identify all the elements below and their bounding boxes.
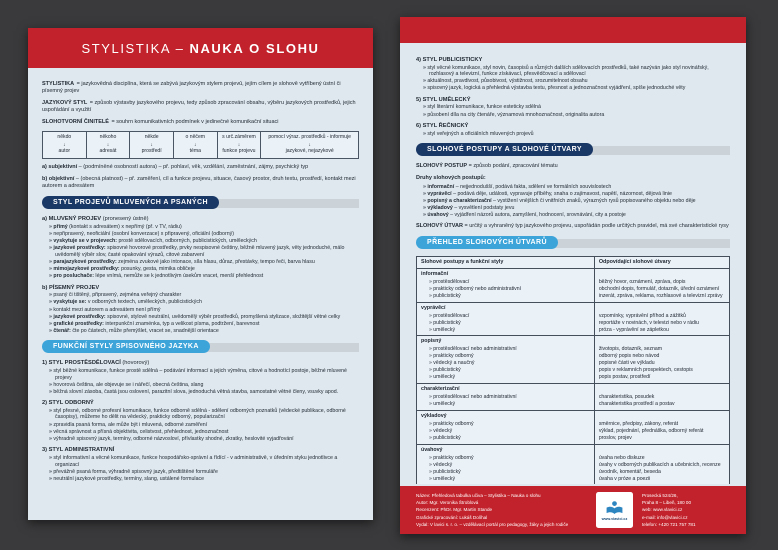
section-spoken-written [42,196,359,210]
table-cell-utvar: vzpomínky, vyprávění příhod a zážitků [598,312,686,319]
table-row [417,445,729,484]
factor-notes [42,164,359,190]
intro-definitions [42,81,359,126]
bullet-item: » působení díla na city čtenáře, významová mnohoznačnost, originalita autora [423,112,730,119]
page-2 [400,17,746,534]
publisher-info-line: Vydal: V lavici s. r. o. – vzdělávací portál pro pedagogy, žáky a jejich rodiče [416,522,569,528]
factor-answer: autor [58,148,71,155]
block-heading: 3) STYL ADMINISTRATIVNÍ [42,447,115,454]
table-cell-utvar: odborný popis nebo návod [598,353,660,360]
table-cell-style: » publicistický [429,320,590,327]
factor-question: o něčem [185,134,206,141]
bullet-item: » pro posluchače: lépe vnímá, nemůže se k jednotlivým úsekům vracet, menší přehlednost [49,273,359,280]
functional-style-blocks-continued [416,57,730,137]
factor-question: někoho [99,134,117,141]
bullet-item: » psaný či tištěný, připravený, zejména veřejný charakter [49,292,359,299]
bullet-item: » výkladový – vysvětlení podstaty jevu [423,205,730,212]
bullet-item: » čtenář: čte po částech, může přemýšlet, vracet se, snadnější orientace [49,328,359,335]
druhy-label: Druhy slohových postupů: [416,174,486,181]
down-arrow-icon: ↓ [150,141,153,148]
factor-note: a) subjektivní – (podmíněné osobností autora) – př. pohlaví, věk, vzdělání, zaměstnání, zájmy, psychický typ [42,164,309,171]
bullet-item: » styl literární komunikace, funkce esteticky sdělná [423,104,730,111]
table-cell-utvar: reportáže v novinách, v televizi nebo v rádiu [598,319,699,326]
table-cell-utvar: popis postav, prostředí [598,374,651,381]
bullet-item: » styl veřejných a oficiálních mluvených projevů [423,131,730,138]
bullet-item: » aktuálnost, pravdivost, působivost, výstižnost, srozumitelnost obsahu [423,78,730,85]
block-heading: 5) STYL UMĚLECKÝ [416,96,471,103]
down-arrow-icon: ↓ [308,141,311,148]
section-prehled-utvaru [416,236,730,250]
intro-definition: STYLISTIKA = jazykovědná disciplína, která se zabývá jazykovým stylem projevů, jejím cílem je slohově vytříbený ústní či písemný projev [42,81,341,95]
table-cell-utvar: popisné části ve výkladu [598,360,655,367]
bullet-item: » jazykové prostředky: spisovné, stylově neutrální, uvědomělý výběr prostředků, promyšlená stylizace, složitější větné celky [49,314,359,321]
table-cell-style: » prostěsdělovací nebo administrativní [429,346,590,353]
table-row [417,303,729,337]
functional-style-blocks [42,360,359,482]
page-title-bold: NAUKA O SLOHU [189,40,320,56]
content-block [42,285,359,335]
table-cell-style: » umělecký [429,401,590,408]
slohovy-utvar-definition: SLOHOVÝ ÚTVAR = určitý a vyhraněný typ jazykového projevu, uspořádán podle určitých pravidel, má své charakteristické rysy [416,222,729,229]
table-cell-style: » vědecký [429,462,590,469]
table-cell-style: » vědecký [429,428,590,435]
section-title-prehled-utvaru: PŘEHLED SLOHOVÝCH ÚTVARŮ [416,236,558,249]
factor-question: pomocí výraz. prostředků - informuje [268,134,351,141]
bullet-item: » styl informativní a věcné komunikace, funkce hospodářsko-správní a řídící - v administrativě, v úředním styku jednotlivce a organizací [49,455,359,468]
postup-group-name: vyprávěcí [421,304,446,311]
bullet-item: » převážně psaná forma, výhradně spisovný jazyk, předtištěné formuláře [49,469,359,476]
intro-definition: JAZYKOVÝ STYL = způsob výstavby jazykového projevu, tedy způsob zpracování obsahu, výběru jazykových prostředků, jejich uspořádání a využití [42,99,356,113]
block-heading: 2) STYL ODBORNÝ [42,400,94,407]
down-arrow-icon: ↓ [194,141,197,148]
bullet-item: » výhradně spisovný jazyk, termíny, odborné názvosloví, přívlastky shodné, zkratky, heslovité vyjadřování [49,436,359,443]
bullet-item: » nepřipravený, neoficiální (osobní konverzace) x připravený, oficiální (odborný) [49,231,359,238]
table-cell-style: » umělecký [429,476,590,483]
block-heading: 6) STYL ŘEČNICKÝ [416,123,469,130]
bullet-item: » přímý (kontakt s adresátem) x nepřímý (př. v TV, rádiu) [49,224,359,231]
bullet-item: » vyskytuje se: v odborných textech, uměleckých, publicistických [49,299,359,306]
page-1 [28,28,373,520]
bullet-item: » styl věcné komunikace, styl novin, časopisů a různých dalších sdělovacích prostředků, také nazýván jako styl novinářský, rozhlasový a televizní, funkce získávací, přesvědčovací a sdělovací [423,65,730,78]
table-cell-utvar: úvaha v próze a poezii [598,475,651,482]
block-heading: b) PÍSEMNÝ PROJEV [42,284,100,291]
table-cell-style: » prakticky odborný [429,421,590,428]
table-cell-style: » umělecký [429,374,590,381]
table-row [417,411,729,445]
table-cell-utvar: charakteristika, posudek [598,394,655,401]
table-cell-style: » prakticky odborný [429,353,590,360]
publisher-footer [400,486,746,534]
page1-title-band [28,28,373,68]
bullet-item: » vyskytuje se v projevech: prostě sdělovacích, odborných, publicistických, uměleckých [49,238,359,245]
bullet-item: » hovorová čeština, ale objevuje se i nářečí, obecná čeština, slang [49,382,359,389]
down-arrow-icon: ↓ [106,141,110,148]
factor-answer: funkce projevu [222,148,256,155]
page2-content [416,57,730,484]
table-cell-style: » prostěsdělovací [429,279,590,286]
factor-note: b) objektivní – (obecná platnost) – př. zaměření, cíl a funkce projevu, situace, časový prostor, druh textu, prostředí, kontakt mezi autorem a adresátem [42,176,356,190]
table-cell-utvar: próza - vyprávění se zápletkou [598,326,669,333]
factor-question: někde [144,134,159,141]
address-line: web: www.vlavici.cz [642,507,683,513]
down-arrow-icon: ↓ [237,141,241,148]
column-header-utvary: Odpovídající slohové útvary [598,259,671,266]
table-cell-utvar: výklad, pojednání, přednáška, odborný referát [598,428,704,435]
table-cell-style: » umělecký [429,327,590,334]
table-cell-utvar: běžný hovor, oznámení, zpráva, dopis [598,278,686,285]
table-cell-style: » publicistický [429,367,590,374]
slohovy-postup-definition: SLOHOVÝ POSTUP = způsob podání, zpracování tématu [416,163,558,170]
factor-cell [174,132,218,159]
table-cell-utvar: inzerát, zpráva, reklama, rozhlasové a televizní zprávy [598,292,723,299]
bullet-item: » neutrální jazykové prostředky, termíny, slang, ustálené formulace [49,476,359,483]
table-row [417,269,729,303]
postup-items [416,184,730,219]
table-cell-utvar: charakteristika prostředí a postav [598,401,675,408]
publisher-info [416,492,587,529]
factor-answer: prostředí [141,148,162,155]
bullet-item: » vyprávěcí – podává děje, události, vypravuje příběhy, snaha o zajímavost, napětí, názornost, dějová linie [423,191,730,198]
table-cell-style: » prakticky odborný nebo administrativní [429,286,590,293]
postup-group-name: úvahový [421,446,443,453]
block-heading: 4) STYL PUBLICISTICKÝ [416,57,483,63]
bullet-item: » úvahový – vyjádření názorů autora, zamyšlení, hodnocení, srovnávání, city a postoje [423,212,730,219]
bullet-item: » běžná slovní zásoba, častá jsou oslovení, parazitní slova, jednoduchá větná stavba, samostatné větné členy, vsuvky apod. [49,389,359,396]
table-row [417,336,729,384]
section-title-spoken-written: STYL PROJEVŮ MLUVENÝCH A PSANÝCH [42,196,219,209]
table-cell-utvar: životopis, dotazník, seznam [598,346,662,353]
bullet-item: » parajazykové prostředky: zejména zvukové jako intonace, síla hlasu, důraz, přestávky, tempo řeči, barva hlasu [49,259,359,266]
section-functional-styles [42,340,359,354]
table-cell-utvar: popis v reklamních prospektech, cestopis [598,367,693,374]
content-block [42,216,359,279]
column-header-styles: Slohové postupy a funkční styly [417,257,595,268]
factor-answer: téma [189,148,201,155]
factor-cell [218,132,262,159]
address-line: Prosecká 524/26, [642,492,678,498]
table-cell-style: » vědecký a naučný [429,360,590,367]
table-cell-utvar: úvaha nebo diskuze [598,454,645,461]
table-cell-style: » publicistický [429,293,590,300]
table-cell-utvar: směrnice, předpisy, zákony, referát [598,421,679,428]
section-title-slohove-postupy: SLOHOVÉ POSTUPY A SLOHOVÉ ÚTVARY [416,143,593,156]
publisher-info-line: Grafické zpracování: Lukáš Dolíhal [416,514,488,520]
bullet-item: » popisný a charakterizační – vystižení vnějších či vnitřních znaků, výrazných rysů popisovaného objektu nebo děje [423,198,730,205]
content-block [42,447,359,482]
page2-header-band [400,17,746,43]
table-cell-style: » prostěsdělovací [429,313,590,320]
bullet-item: » mimojazykové prostředky: posunky, gesta, mimika obličeje [49,266,359,273]
factor-question: s urč.záměrem [222,134,256,141]
intro-definition: SLOHOTVORNÍ ČINITELÉ = souhrn komunikativních podmínek v jedinečné komunikační situaci [42,118,279,125]
address-line: telefon: +420 721 757 781 [642,522,696,528]
content-block [416,57,730,92]
open-book-icon [605,500,624,516]
table-cell-utvar: úvahy v odborných publikacích a učebnicích, recenze [598,461,721,468]
address-line: e-mail: info@vlavici.cz [642,514,688,520]
spoken-written-blocks [42,216,359,334]
page1-content [42,81,359,516]
slohove-utvary-table [416,256,730,484]
down-arrow-icon: ↓ [63,141,66,148]
table-header-row [417,257,729,269]
bullet-item: » styl přesné, odborné profesní komunikace, funkce odborně sdělná - sdělení odborných poznatků (vědecké publikace, odborné časopisy), můžeme ho dělit na vědecký, prakticky odborný, popularizační [49,408,359,421]
table-row [417,384,729,411]
factor-cell [261,132,358,159]
publisher-info-line: Recenzent: PhDr. Mgr. Martin Stande [416,507,493,513]
bullet-item: » grafické prostředky: interpunkční znaménka, typ a velikost písma, podtržení, barevnost [49,321,359,328]
table-cell-style: » publicistický [429,469,590,476]
bullet-item: » spisovný jazyk, logická a přehledná výstavba textu, přesnost a jednoznačnost vyjádření, spíše jednoduché věty [423,85,730,92]
postup-group-name: výkladový [421,413,447,420]
publisher-address [642,492,730,529]
publisher-info-line: Název: Přehledová tabulka učiva – Stylistika – Nauka o slohu [416,492,541,498]
communication-factors-table [42,131,359,160]
table-cell-style: » prakticky odborný [429,455,590,462]
publisher-info-line: Autor: Mgr. Veronika Štroblová [416,499,479,505]
block-heading: a) MLUVENÝ PROJEV (pronesený ústně) [42,216,149,223]
table-cell-utvar: proslov, projev [598,435,632,442]
section-slohove-postupy [416,143,730,157]
bullet-item: » jazykové prostředky: spisovné hovorové prostředky, prvky nespisovné češtiny, běžně mluvený jazyk, věty jednoduché, málo uvědomělý výběr slov, časté opakování výrazů, citové zabarvení [49,245,359,258]
table-cell-utvar: úvodník, komentář, beseda [598,468,661,475]
postup-group-name: informační [421,270,449,277]
factor-cell [130,132,174,159]
postup-group-name: popisný [421,338,442,345]
postup-group-name: charakterizační [421,386,460,393]
factor-answer: jazykové, nejazykové [285,148,334,155]
bullet-item: » styl běžné komunikace, funkce prostě sdělná – podávání informací a jejich výměna, citové a hodnotící postoje, běžné mluvené projevy [49,368,359,381]
content-block [42,400,359,442]
section-title-functional-styles: FUNKČNÍ STYLY SPISOVNÉHO JAZYKA [42,340,210,353]
factor-answer: adresát [99,148,117,155]
bullet-item: » zpravidla psaná forma, ale může být i mluvená, odborné zaměření [49,422,359,429]
logo-url: www.vlavici.cz [601,516,628,521]
factor-cell [43,132,87,159]
factor-cell [87,132,131,159]
table-cell-style: » publicistický [429,435,590,442]
bullet-item: » informační – nejjednodušší, podává fakta, sdělení ve formálních souvislostech [423,184,730,191]
page-title: STYLISTIKA – [81,40,185,56]
content-block [416,123,730,137]
bullet-item: » kontakt mezi autorem a adresátem není přímý [49,307,359,314]
content-block [416,97,730,118]
table-cell-style: » prostěsdělovací nebo administrativní [429,394,590,401]
table-cell-utvar: obchodní dopis, formulář, dotazník, úřední oznámení [598,285,720,292]
vlavici-logo [596,492,633,528]
factor-question: někdo [57,134,72,141]
block-heading: 1) STYL PROSTĚSDĚLOVACÍ (hovorový) [42,360,150,367]
address-line: Praha 8 – Libeň, 180 00 [642,499,692,505]
content-block [42,360,359,395]
bullet-item: » věcná správnost a přísná objektivita, celistvost, přehlednost, jednoznačnost [49,429,359,436]
